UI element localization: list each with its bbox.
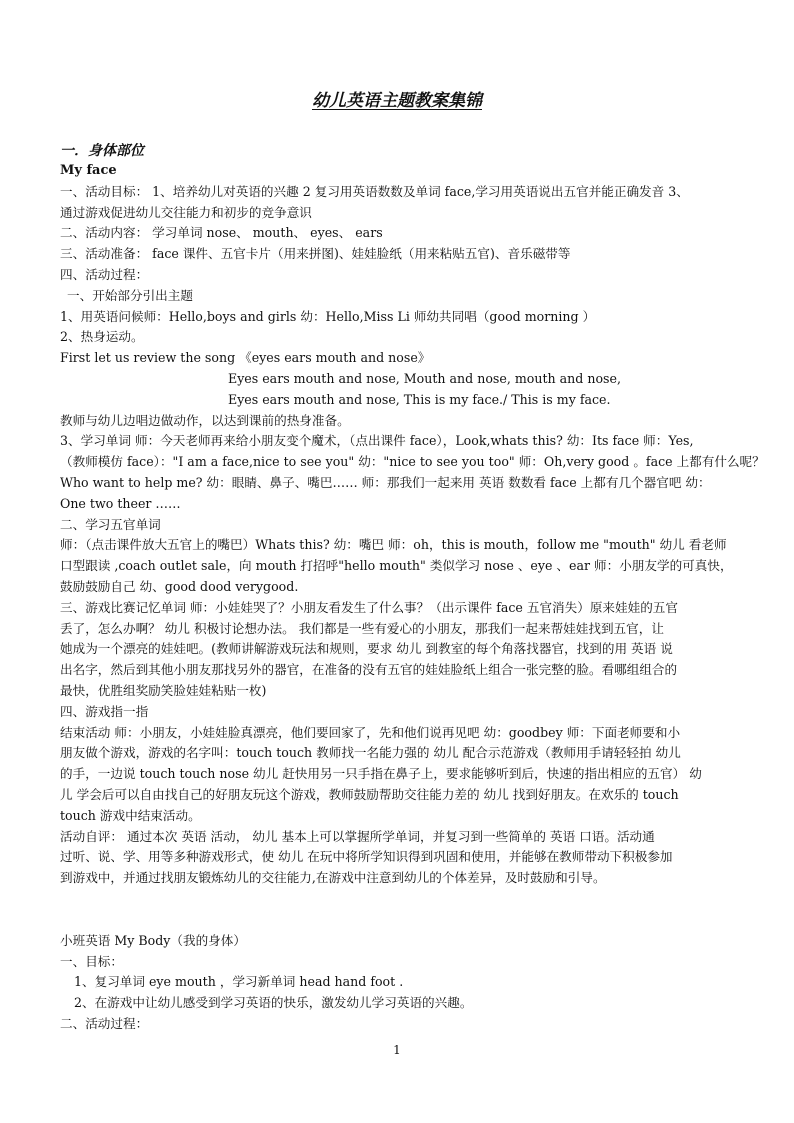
text-line: 1、用英语问候师：Hello,boys and girls 幼：Hello,Miss Li 师幼共同唱（good morning ） xyxy=(60,308,596,324)
text-line: 三、活动准备： face 课件、五官卡片（用来拼图)、娃娃脸纸（用来粘贴五官)、音乐磁带等 xyxy=(60,246,571,262)
text-line: 四、活动过程： xyxy=(60,266,149,282)
page-number: 1 xyxy=(393,1043,401,1057)
text-line: 一、开始部分引出主题 xyxy=(67,287,193,303)
text-line: （教师模仿 face）："I am a face,nice to see you" 幼："nice to see you too" 师：Oh,very good 。face 上都有什么呢？ xyxy=(60,454,765,470)
text-line: 三、游戏比赛记忆单词 师：小娃娃哭了？小朋友看发生了什么事？（出示课件 face 五官消失）原来娃娃的五官 xyxy=(60,599,678,615)
text-line: 的手，一边说 touch touch nose 幼儿 赶快用另一只手指在鼻子上，要求能够听到后，快速的指出相应的五官） 幼 xyxy=(60,766,702,782)
text-line: 二、活动过程： xyxy=(60,1016,149,1032)
text-line: 教师与幼儿边唱边做动作，以达到课前的热身准备。 xyxy=(60,412,350,428)
text-line: 2、在游戏中让幼儿感受到学习英语的快乐，激发幼儿学习英语的兴趣。 xyxy=(74,995,473,1011)
text-line: 二、学习五官单词 xyxy=(60,516,161,532)
text-line: 过听、说、学、用等多种游戏形式，使 幼儿 在玩中将所学知识得到巩固和使用，并能够在教师带动下积极参加 xyxy=(60,849,673,865)
text-line: 1、复习单词 eye mouth ，学习新单词 head hand foot . xyxy=(74,974,404,990)
text-line: 二、活动内容： 学习单词 nose、 mouth、 eyes、 ears xyxy=(60,225,383,241)
text-line: 到游戏中，并通过找朋友锻炼幼儿的交往能力,在游戏中注意到幼儿的个体差异，及时鼓励和引导。 xyxy=(60,870,606,886)
document-title: 幼儿英语主题教案集锦 xyxy=(312,91,482,111)
text-line: 口型跟读 ,coach outlet sale，向 mouth 打招呼"hello mouth" 类似学习 nose 、eye 、ear 师：小朋友学的可真快， xyxy=(60,558,733,574)
text-line: 她成为一个漂亮的娃娃吧。(教师讲解游戏玩法和规则，要求 幼儿 到教室的每个角落找器官，找到的用 英语 说 xyxy=(60,641,673,657)
text-line: 丢了，怎么办啊？ 幼儿 积极讨论想办法。 我们都是一些有爱心的小朋友，那我们一起来帮娃娃找到五官，让 xyxy=(60,620,664,636)
text-line: 小班英语 My Body（我的身体） xyxy=(60,932,246,948)
text-line: 活动自评： 通过本次 英语 活动， 幼儿 基本上可以掌握所学单词，并复习到一些简单的 英语 口语。活动通 xyxy=(60,828,655,844)
section-heading: 一．身体部位 xyxy=(60,143,144,159)
text-line: 四、游戏指一指 xyxy=(60,703,149,719)
text-line: 出名字，然后到其他小朋友那找另外的器官，在准备的没有五官的娃娃脸纸上组合一张完整的脸。看哪组组合的 xyxy=(60,662,678,678)
text-line: 朋友做个游戏，游戏的名字叫：touch touch 教师找一名能力强的 幼儿 配合示范游戏（教师用手请轻轻拍 幼儿 xyxy=(60,745,681,761)
text-line: 最快，优胜组奖励笑脸娃娃粘贴一枚) xyxy=(60,682,267,698)
text-line: One two theer …… xyxy=(60,495,181,511)
text-line: Eyes ears mouth and nose, Mouth and nose, mouth and nose, xyxy=(228,370,621,386)
document-body xyxy=(60,161,765,1035)
text-line: My face xyxy=(60,163,117,178)
text-line: 儿 学会后可以自由找自己的好朋友玩这个游戏，教师鼓励帮助交往能力差的 幼儿 找到好朋友。在欢乐的 touch xyxy=(60,786,679,802)
text-line: Eyes ears mouth and nose, This is my face./ This is my face. xyxy=(228,391,611,407)
text-line: 师：（点击课件放大五官上的嘴巴）Whats this? 幼：嘴巴 师：oh，this is mouth，follow me "mouth" 幼儿 看老师 xyxy=(60,537,727,553)
text-line: 一、目标： xyxy=(60,953,123,969)
text-line: 一、活动目标： 1、培养幼儿对英语的兴趣 2 复习用英语数数及单词 face,学习用英语说出五官并能正确发音 3、 xyxy=(60,183,689,199)
text-line: touch 游戏中结束活动。 xyxy=(60,807,201,823)
text-line: 鼓励鼓励自己 幼、good dood verygood. xyxy=(60,578,299,594)
text-line: 通过游戏促进幼儿交往能力和初步的竞争意识 xyxy=(60,204,312,220)
text-line: 结束活动 师：小朋友，小娃娃脸真漂亮，他们要回家了，先和他们说再见吧 幼：goodbey 师：下面老师要和小 xyxy=(60,724,681,740)
text-line: 2、热身运动。 xyxy=(60,329,144,345)
text-line: First let us review the song 《eyes ears mouth and nose》 xyxy=(60,350,431,366)
text-line: Who want to help me? 幼：眼睛、鼻子、嘴巴…… 师：那我们一起来用 英语 数数看 face 上都有几个器官吧 幼： xyxy=(60,474,711,490)
text-line: 3、学习单词 师：今天老师再来给小朋友变个魔术，（点出课件 face），Look,whats this? 幼：Its face 师：Yes, xyxy=(60,433,694,449)
